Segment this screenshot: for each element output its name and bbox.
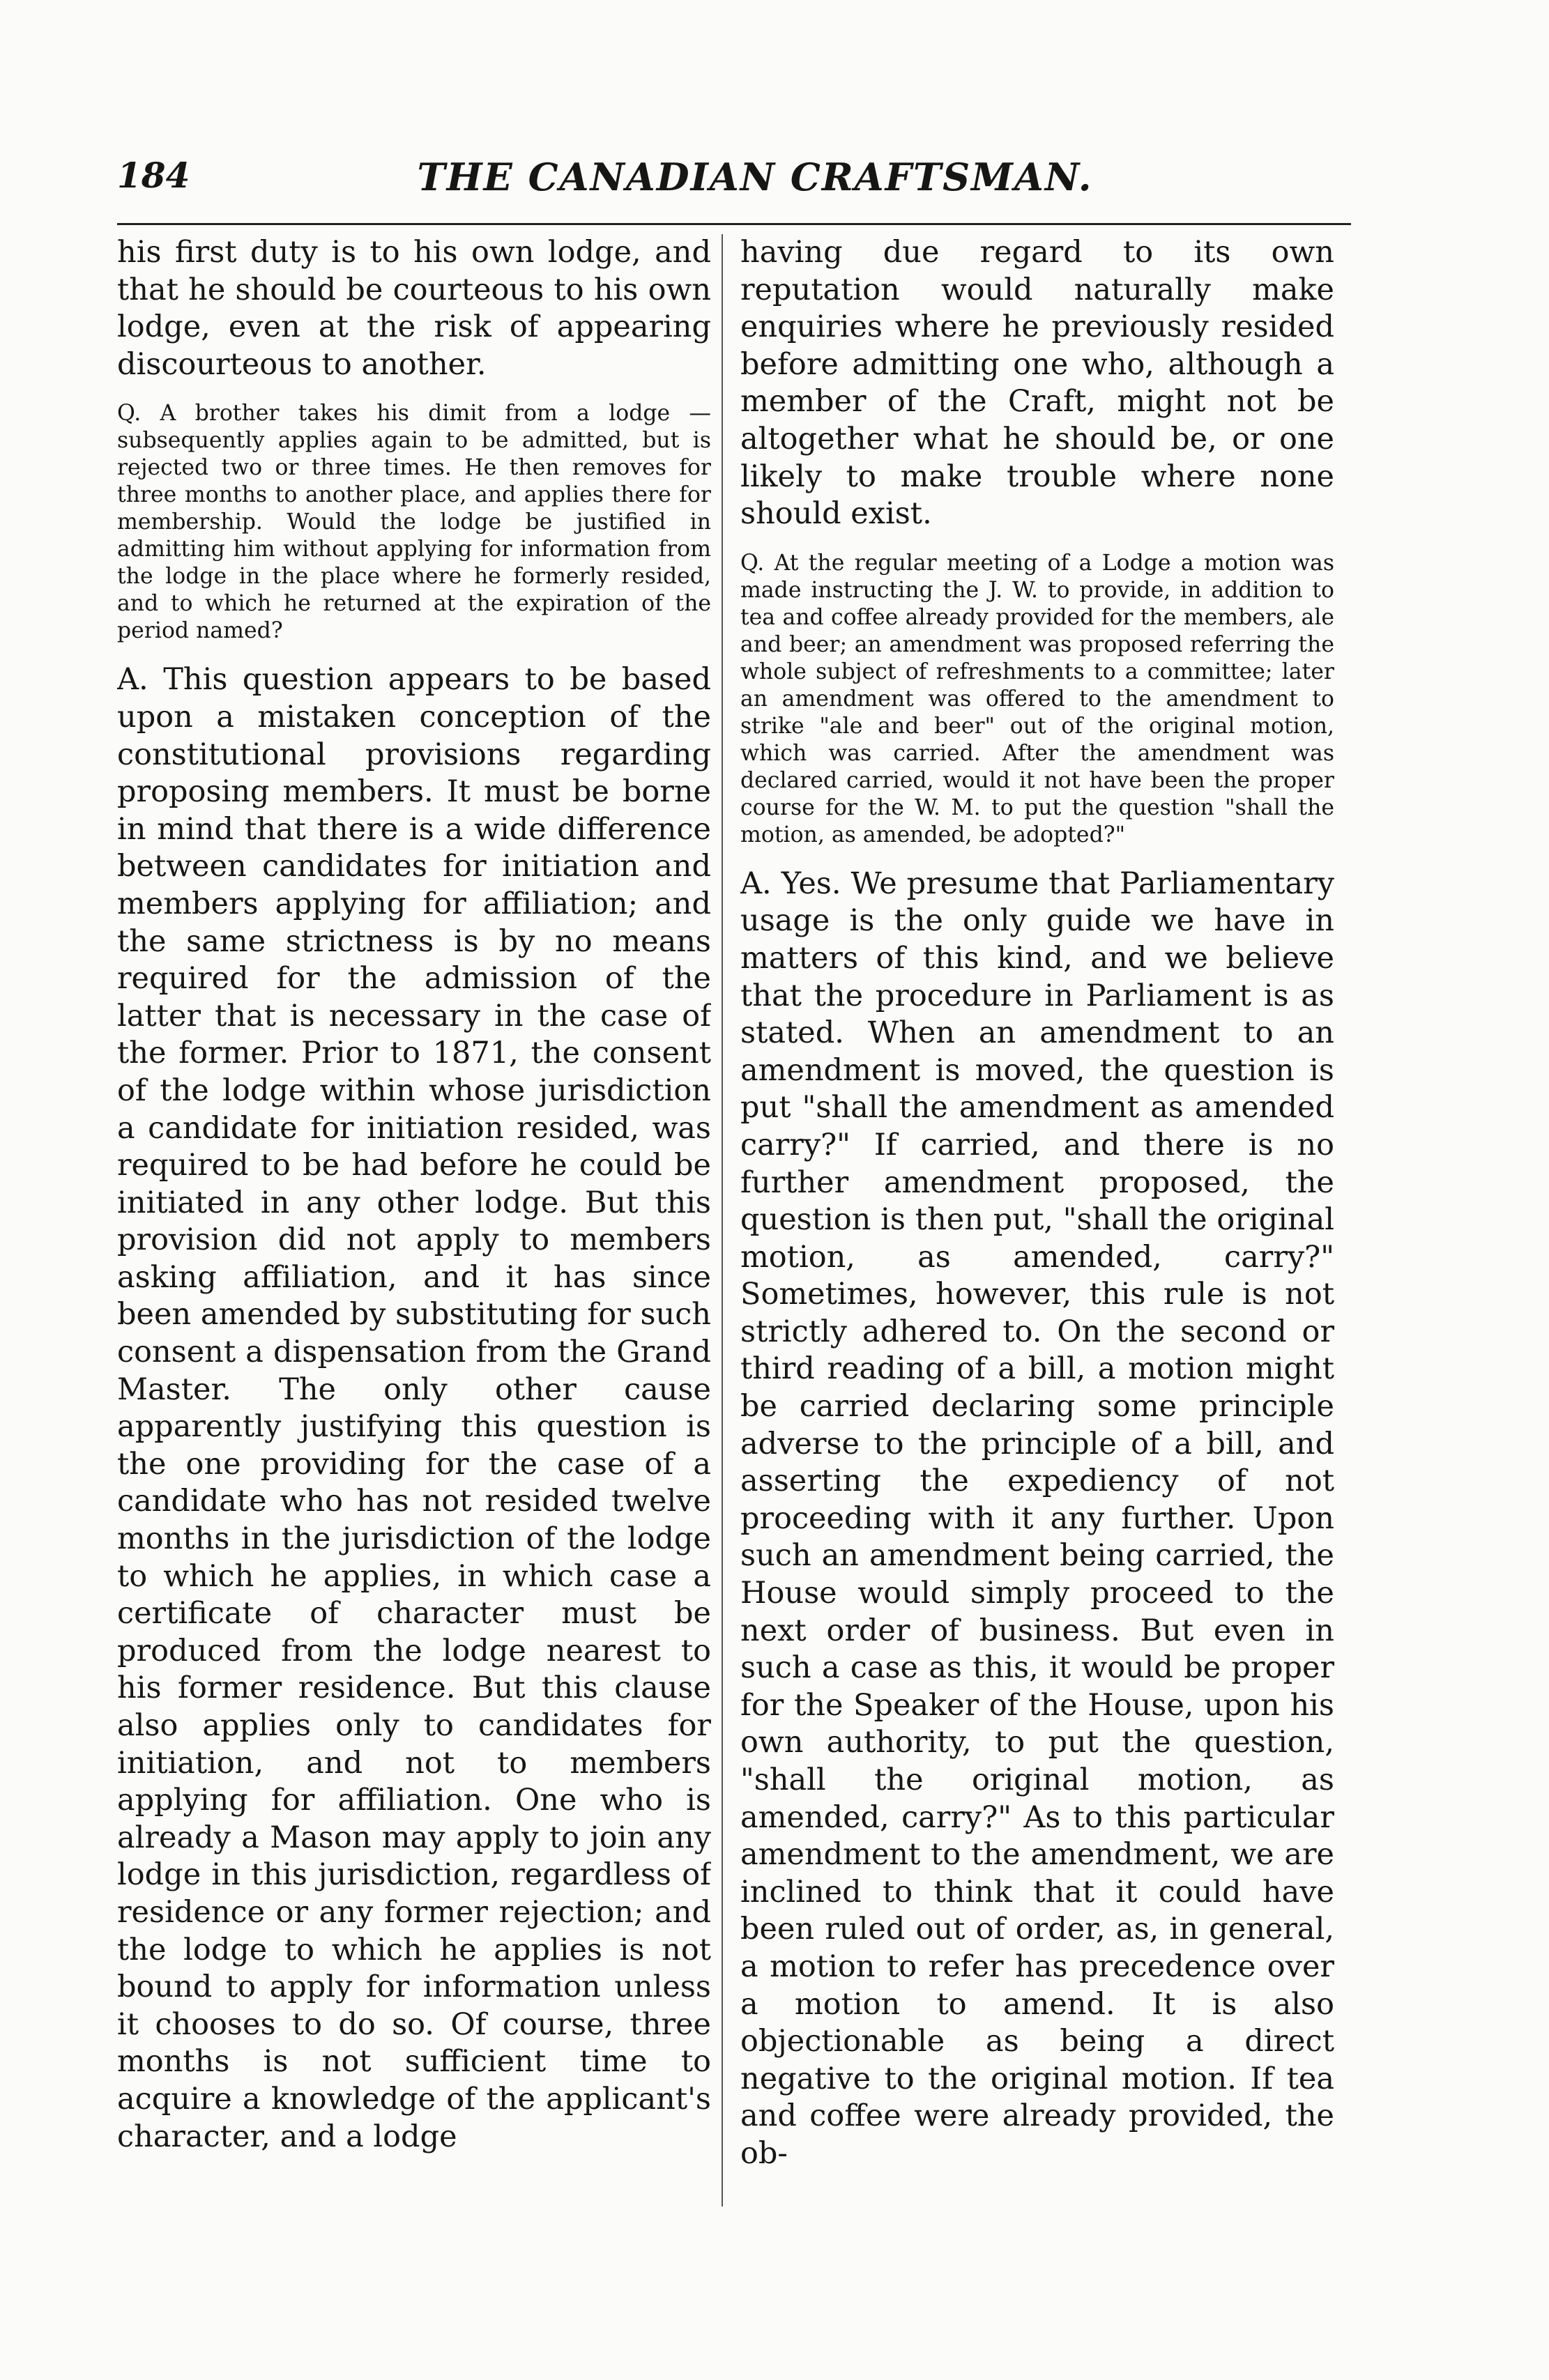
right-answer: A. Yes. We presume that Parliamentary usage is the only guide we have in matters of this kind, and we believe that the procedure in Parliament is as stated. When an amendment to an amendment is moved, the question is put "shall the amendment as amended carry?" If carried, and there is no further amendment proposed, the question is then put, "shall the original motion, as amended, carry?" Sometimes, however, this rule is not strictly adhered to. On the second or third reading of a bill, a motion might be carried declaring some principle adverse to the principle of a bill, and asserting the expediency of not proceeding with it any further. Upon such an amendment being carried, the House would simply proceed to the next order of business. But even in such a case as this, it would be proper for the Speaker of the House, upon his own authority, to put the question, "shall the original motion, as amended, carry?" As to this particular amendment to the amendment, we are inclined to think that it could have been ruled out of order, as, in general, a motion to refer has precedence over a motion to amend. It is also objectionable as being a direct negative to the original motion. If tea and coffee were already provided, the ob- [740, 866, 1334, 2171]
right-column [740, 234, 1334, 2206]
left-question: Q. A brother takes his dimit from a lodge —subsequently applies again to be admitted, but is rejected two or three times. He then removes for three months to another place, and applies there for membership. Would the lodge be justified in admitting him without applying for information from the lodge in the place where he formerly resided, and to which he returned at the expiration of the period named? [117, 401, 711, 644]
left-answer: A. This question appears to be based upon a mistaken conception of the constitutional provisions regarding proposing members. It must be borne in mind that there is a wide difference between candidates for initiation and members applying for affiliation; and the same strictness is by no means required for the admission of the latter that is necessary in the case of the former. Prior to 1871, the consent of the lodge within whose jurisdiction a candidate for initiation resided, was required to be had before he could be initiated in any other lodge. But this provision did not apply to members asking affiliation, and it has since been amended by substituting for such consent a dispensation from the Grand Master. The only other cause apparently justifying this question is the one providing for the case of a candidate who has not resided twelve months in the jurisdiction of the lodge to which he applies, in which case a certificate of character must be produced from the lodge nearest to his former residence. But this clause also applies only to candidates for initiation, and not to members applying for affiliation. One who is already a Mason may apply to join any lodge in this jurisdiction, regardless of residence or any former rejection; and the lodge to which he applies is not bound to apply for information unless it chooses to do so. Of course, three months is not sufficient time to acquire a knowledge of the applicant's character, and a lodge [117, 662, 711, 2154]
left-column [117, 234, 711, 2206]
page-header [117, 155, 1351, 210]
right-question: Q. At the regular meeting of a Lodge a motion was made instructing the J. W. to provide, in addition to tea and coffee already provided for the members, ale and beer; an amendment was proposed referring the whole subject of refreshments to a committee; later an amendment was offered to the amendment to strike "ale and beer" out of the original motion, which was carried. After the amendment was declared carried, would it not have been the proper course for the W. M. to put the question "shall the motion, as amended, be adopted?" [740, 550, 1334, 847]
right-paragraph-1: having due regard to its own reputation would naturally make enquiries where he previously resided before admitting one who, although a member of the Craft, might not be altogether what he should be, or one likely to make trouble where none should exist. [740, 235, 1334, 532]
column-divider [722, 234, 723, 2206]
running-title: THE CANADIAN CRAFTSMAN. [417, 155, 1093, 199]
left-paragraph-1: his first duty is to his own lodge, and that he should be courteous to his own lodge, even at the risk of appearing discourteous to another. [117, 235, 711, 382]
header-rule [117, 223, 1351, 225]
page-number: 184 [117, 155, 190, 196]
